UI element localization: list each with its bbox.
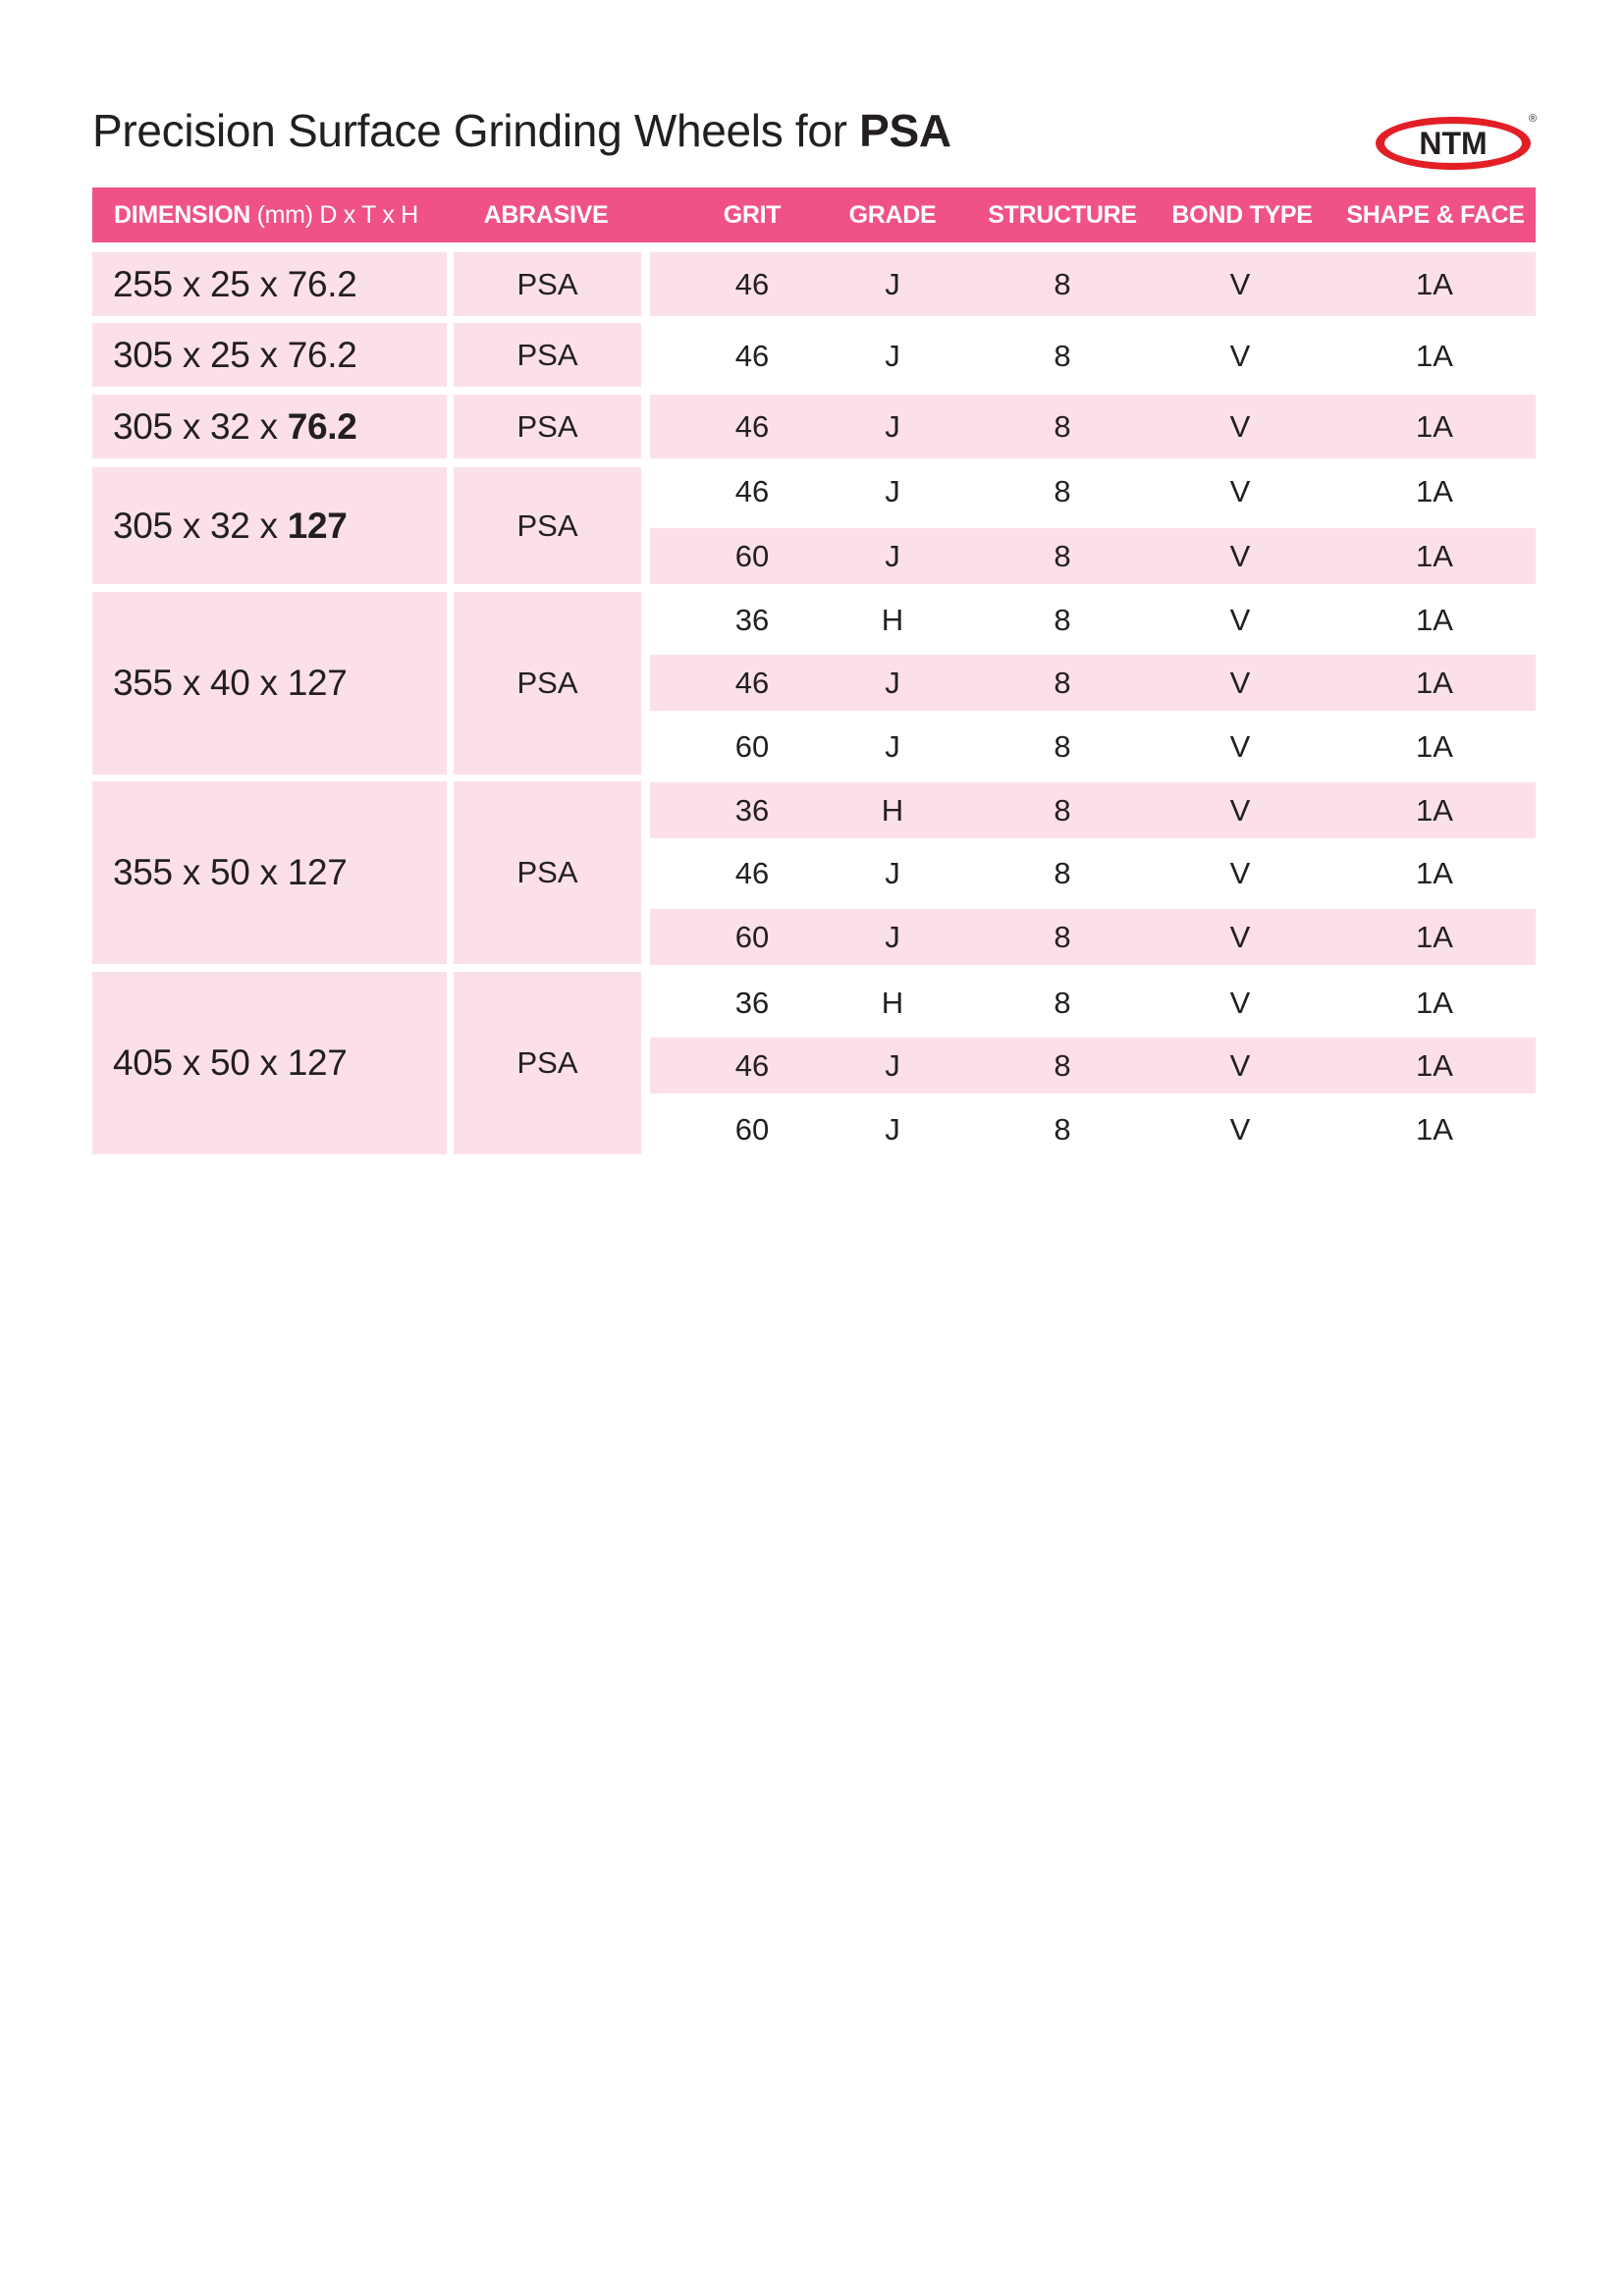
cell-structure: 8 [1054,856,1071,890]
abrasive-cell [454,592,641,774]
cell-shape: 1A [1416,729,1453,764]
cell-bond: V [1229,339,1251,373]
cell-grit: 46 [734,1048,770,1083]
cell-bond: V [1229,474,1251,508]
cell-grade: J [885,1112,900,1147]
cell-structure: 8 [1054,1048,1071,1083]
abrasive-cell [454,323,641,387]
table-row [650,463,1536,519]
abrasive-cell [454,781,641,964]
cell-bond: V [1229,986,1251,1020]
header-bond-type: BOND TYPE [1171,201,1313,229]
cell-shape: 1A [1416,666,1453,700]
cell-grade: J [885,339,900,373]
dimension-plain: 255 x 25 x 76.2 [113,263,357,304]
cell-bond: V [1229,793,1251,828]
dimension-plain: 305 x 32 x [113,505,288,546]
cell-structure: 8 [1054,409,1071,444]
header-dimension: DIMENSION (mm) D x T x H [114,201,418,229]
cell-grade: J [885,856,900,890]
cell-bond: V [1229,856,1251,890]
cell-bond: V [1229,603,1251,637]
cell-structure: 8 [1054,603,1071,637]
cell-shape: 1A [1416,920,1453,954]
cell-bond: V [1229,666,1251,700]
cell-grit: 36 [734,603,770,637]
abrasive-cell [454,252,641,316]
dimension-cell [92,592,447,774]
cell-grade: J [885,267,900,301]
table-row [650,592,1536,648]
header-shape-face: SHAPE & FACE [1346,201,1525,229]
abrasive-text: PSA [516,266,578,301]
cell-structure: 8 [1054,539,1071,573]
cell-grit: 46 [734,339,770,373]
cell-shape: 1A [1416,1048,1453,1083]
cell-structure: 8 [1054,666,1071,700]
abrasive-text: PSA [516,666,578,700]
cell-bond: V [1229,920,1251,954]
table-row [650,909,1536,965]
cell-structure: 8 [1054,1112,1071,1147]
cell-shape: 1A [1416,856,1453,890]
dimension-cell [92,467,447,584]
dimension-text [113,406,357,448]
cell-grade: J [885,920,900,954]
cell-structure: 8 [1054,339,1071,373]
cell-structure: 8 [1054,267,1071,301]
dimension-text [113,1042,348,1084]
dimension-plain: 355 x 40 x 127 [113,663,348,703]
table-row [650,719,1536,774]
cell-shape: 1A [1416,474,1453,508]
cell-structure: 8 [1054,986,1071,1020]
cell-structure: 8 [1054,920,1071,954]
table-row [650,655,1536,711]
cell-grade: J [885,1048,900,1083]
table-row [650,782,1536,838]
cell-shape: 1A [1416,339,1453,373]
dimension-text [113,335,357,376]
cell-bond: V [1229,729,1251,764]
cell-structure: 8 [1054,729,1071,764]
abrasive-cell [454,467,641,584]
cell-bond: V [1229,539,1251,573]
abrasive-text: PSA [516,408,578,444]
cell-grit: 36 [734,986,770,1020]
dimension-cell [92,252,447,316]
logo-text: NTM [1419,126,1488,161]
table-row [650,328,1536,384]
dimension-cell [92,781,447,964]
header-grade: GRADE [848,201,937,229]
cell-shape: 1A [1416,539,1453,573]
table-row [650,395,1536,458]
cell-grit: 36 [734,793,770,828]
cell-grit: 60 [734,920,770,954]
cell-bond: V [1229,409,1251,444]
dimension-bold: 127 [287,505,348,546]
page-title [92,104,951,157]
dimension-plain: 305 x 25 x 76.2 [113,334,357,375]
table-row [650,1101,1536,1157]
cell-grit: 60 [734,1112,770,1147]
cell-grit: 46 [734,409,770,444]
cell-grit: 46 [734,474,770,508]
cell-bond: V [1229,267,1251,301]
table-row [650,845,1536,901]
abrasive-text: PSA [516,855,578,889]
header-abrasive: ABRASIVE [483,201,609,229]
cell-shape: 1A [1416,267,1453,301]
header-structure: STRUCTURE [988,201,1137,229]
table-row [650,252,1536,316]
abrasive-cell [454,395,641,458]
ntm-logo [1373,110,1538,173]
dimension-plain: 305 x 32 x [113,405,288,447]
registered-mark: ® [1528,113,1538,125]
cell-shape: 1A [1416,409,1453,444]
cell-shape: 1A [1416,986,1453,1020]
cell-grit: 46 [734,666,770,700]
cell-bond: V [1229,1112,1251,1147]
table-row [650,975,1536,1031]
cell-grit: 60 [734,729,770,764]
dimension-cell [92,323,447,387]
abrasive-text: PSA [516,337,578,372]
title-bold: PSA [859,105,951,156]
table-row [650,1038,1536,1094]
abrasive-cell [454,972,641,1154]
dimension-plain: 355 x 50 x 127 [113,852,348,892]
dimension-text [113,852,348,893]
dimension-text [113,264,357,305]
cell-grade: H [881,986,904,1020]
cell-shape: 1A [1416,603,1453,637]
cell-shape: 1A [1416,1112,1453,1147]
header-grit: GRIT [723,201,782,229]
cell-grade: J [885,539,900,573]
cell-bond: V [1229,1048,1251,1083]
dimension-cell [92,395,447,458]
table-header [92,187,1536,242]
cell-grade: J [885,666,900,700]
abrasive-text: PSA [516,507,578,543]
dimension-text [113,506,348,547]
cell-grit: 60 [734,539,770,573]
cell-structure: 8 [1054,474,1071,508]
cell-grade: J [885,474,900,508]
abrasive-text: PSA [516,1045,578,1080]
cell-grade: J [885,409,900,444]
cell-shape: 1A [1416,793,1453,828]
cell-grade: H [881,603,904,637]
cell-grit: 46 [734,267,770,301]
dimension-plain: 405 x 50 x 127 [113,1042,348,1083]
title-text: Precision Surface Grinding Wheels for [92,105,860,156]
cell-grit: 46 [734,856,770,890]
table-row [650,528,1536,584]
cell-grade: J [885,729,900,764]
dimension-text [113,663,348,704]
dimension-bold: 76.2 [287,405,357,447]
cell-structure: 8 [1054,793,1071,828]
dimension-cell [92,972,447,1154]
cell-grade: H [881,793,904,828]
